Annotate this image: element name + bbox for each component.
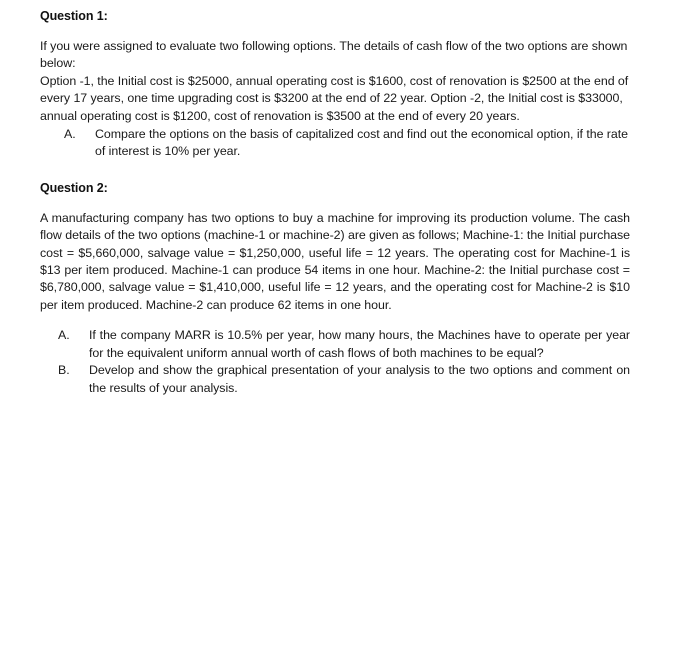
question-2-section: [40, 180, 630, 397]
question-1-heading: Question 1:: [40, 9, 108, 23]
list-item: [40, 362, 630, 397]
list-item-text: Compare the options on the basis of capitalized cost and find out the economical option, if the rate of interest is 10% per year.: [95, 127, 628, 159]
question-1-intro-paragraph: If you were assigned to evaluate two following options. The details of cash flow of the two options are shown below:: [40, 39, 628, 71]
question-2-paragraph: A manufacturing company has two options to buy a machine for improving its production volume. The cash flow details of the two options (machine-1 or machine-2) are given as follows; Machine-1: the Initial purchase cost = $5,660,000, salvage value = $1,250,000, useful life = 12 years. The operating cost for Machine-1 is $13 per item produced. Machine-1 can produce 54 items in one hour. Machine-2: the Initial purchase cost = $6,780,000, salvage value = $1,410,000, useful life = 12 years, and the operating cost for Machine-2 is $10 per item produced. Machine-2 can produce 62 items in one hour.: [40, 210, 630, 312]
list-item-marker: B.: [58, 363, 70, 378]
question-1-section: [40, 8, 630, 161]
question-1-subitem-list: [40, 126, 630, 161]
list-item-text: Develop and show the graphical presentation of your analysis to the two options and comment on the results of your analysis.: [89, 363, 630, 395]
question-2-heading: Question 2:: [40, 180, 108, 195]
list-item-marker: A.: [58, 328, 70, 343]
question-1-details-paragraph: Option -1, the Initial cost is $25000, annual operating cost is $1600, cost of renovation is $2500 at the end of every 17 years, one time upgrading cost is $3200 at the end of 22 year. Option -2, the Initial cost is $33000, annual operating cost is $1200, cost of renovation is $3500 at the end of every 20 years.: [40, 73, 629, 123]
list-item-text: If the company MARR is 10.5% per year, how many hours, the Machines have to operate per year for the equivalent uniform annual worth of cash flows of both machines to be equal?: [89, 328, 630, 360]
list-item: [40, 126, 630, 161]
list-item-marker: A.: [64, 127, 76, 142]
question-2-subitem-list: [40, 327, 630, 397]
list-item: [40, 327, 630, 362]
